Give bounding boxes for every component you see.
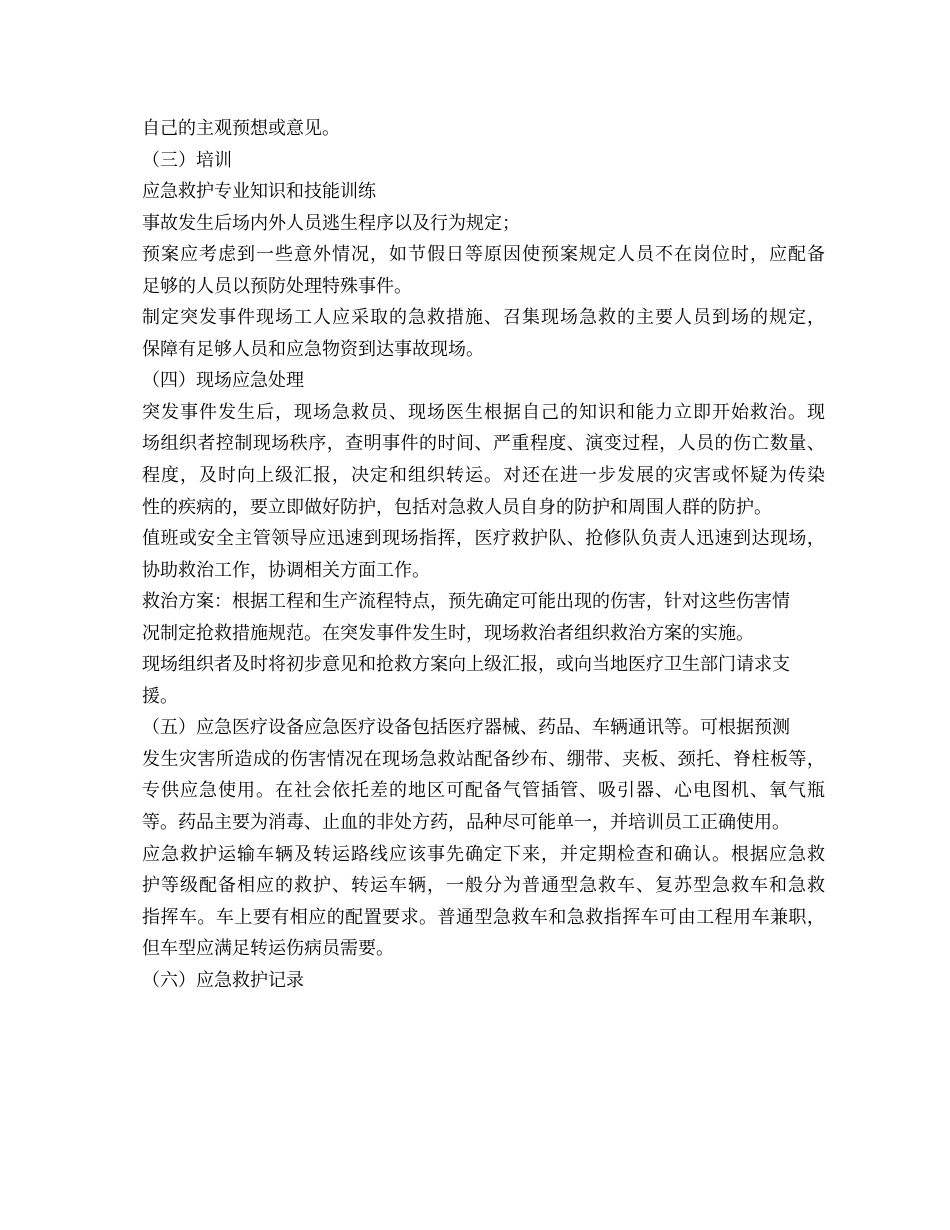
text-line: 场 组 织 者 控 制 现 场 秩 序 ， 查 明 事 件 的 时 间 、 严 重 程 度 、 演 变 过 程 ， 人 员 的 伤 亡 数 量 、 — [142, 433, 825, 455]
text-line: 现场组织者及时将初步意见和抢救方案向上级汇报，或向当地医疗卫生部门请求支 — [142, 654, 790, 676]
text-line: 程 度 ， 及 时 向 上 级 汇 报 ， 决 定 和 组 织 转 运 。 对 还 在 进 一 步 发 展 的 灾 害 或 怀 疑 为 传 染 — [142, 465, 825, 487]
text-line: 保障有足够人员和应急物资到达事故现场。 — [142, 338, 484, 360]
text-line: 援。 — [142, 685, 178, 707]
text-line: 况制定抢救措施规范。在突发事件发生时，现场救治者组织救治方案的实施。 — [142, 622, 754, 644]
text-line: （六）应急救护记录 — [142, 969, 304, 991]
text-line: （四）现场应急处理 — [142, 370, 304, 392]
text-line: 救治方案：根据工程和生产流程特点，预先确定可能出现的伤害，针对这些伤害情 — [142, 591, 790, 613]
text-line: （三）培训 — [142, 149, 232, 171]
text-line: 突 发 事 件 发 生 后 ， 现 场 急 救 员 、 现 场 医 生 根 据 自 己 的 知 识 和 能 力 立 即 开 始 救 治 。 现 — [142, 401, 825, 423]
text-line: 发 生 灾 害 所 造 成 的 伤 害 情 况 在 现 场 急 救 站 配 备 纱 布 、 绷 带 、 夹 板 、 颈 托 、 脊 柱 板 等 ， — [142, 748, 825, 770]
text-line: 预 案 应 考 虑 到 一 些 意 外 情 况 ， 如 节 假 日 等 原 因 使 预 案 规 定 人 员 不 在 岗 位 时 ， 应 配 备 — [142, 244, 825, 266]
text-line: （五）应急医疗设备应急医疗设备包括医疗器械、药品、车辆通讯等。可根据预测 — [142, 717, 790, 739]
text-line: 制 定 突 发 事 件 现 场 工 人 应 采 取 的 急 救 措 施 、 召 集 现 场 急 救 的 主 要 人 员 到 场 的 规 定 ， — [142, 307, 825, 329]
text-line: 指 挥 车 。 车 上 要 有 相 应 的 配 置 要 求 。 普 通 型 急 救 车 和 急 救 指 挥 车 可 由 工 程 用 车 兼 职 ， — [142, 906, 825, 928]
text-line: 应 急 救 护 运 输 车 辆 及 转 运 路 线 应 该 事 先 确 定 下 来 ， 并 定 期 检 查 和 确 认 。 根 据 应 急 救 — [142, 843, 825, 865]
text-line: 应急救护专业知识和技能训练 — [142, 181, 376, 203]
text-line: 协助救治工作，协调相关方面工作。 — [142, 559, 430, 581]
text-line: 但车型应满足转运伤病员需要。 — [142, 938, 394, 960]
text-line: 等。药品主要为消毒、止血的非处方药，品种尽可能单一，并培训员工正确使用。 — [142, 812, 790, 834]
text-line: 值 班 或 安 全 主 管 领 导 应 迅 速 到 现 场 指 挥 ， 医 疗 救 护 队 、 抢 修 队 负 责 人 迅 速 到 达 现 场 ， — [142, 528, 825, 550]
document-page — [142, 113, 842, 996]
text-line: 事故发生后场内外人员逃生程序以及行为规定； — [142, 212, 520, 234]
text-line: 自己的主观预想或意见。 — [142, 118, 340, 139]
text-line: 专 供 应 急 使 用 。 在 社 会 依 托 差 的 地 区 可 配 备 气 管 插 管 、 吸 引 器 、 心 电 图 机 、 氧 气 瓶 — [142, 780, 825, 802]
text-line: 护 等 级 配 备 相 应 的 救 护 、 转 运 车 辆 ， 一 般 分 为 普 通 型 急 救 车 、 复 苏 型 急 救 车 和 急 救 — [142, 875, 825, 897]
text-line: 性的疾病的，要立即做好防护，包括对急救人员自身的防护和周围人群的防护。 — [142, 496, 772, 518]
text-line: 足够的人员以预防处理特殊事件。 — [142, 275, 412, 297]
